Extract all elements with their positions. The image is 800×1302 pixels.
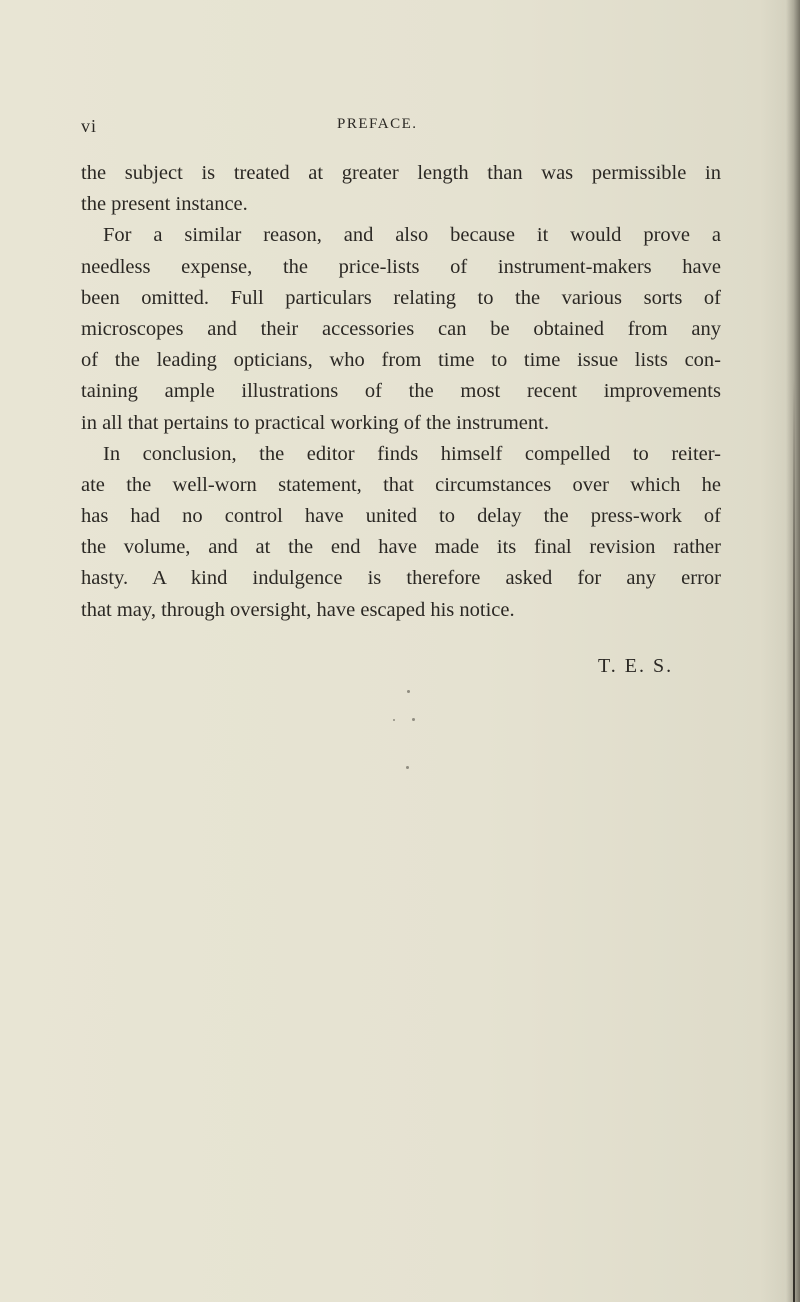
page-number: vi [81, 116, 98, 136]
page-edge-line [793, 380, 795, 1302]
paper-speck [407, 690, 410, 693]
paper-speck [393, 719, 395, 721]
running-head: PREFACE. [337, 116, 418, 132]
preface-text [81, 158, 721, 626]
text-line: been omitted. Full particulars relating to the various sorts of [81, 286, 721, 309]
text-line: In conclusion, the editor finds himself compelled to reiter- [103, 442, 721, 465]
text-line: hasty. A kind indulgence is therefore asked for any error [81, 567, 721, 590]
text-line: microscopes and their accessories can be obtained from any [81, 317, 721, 340]
text-line: needless expense, the price-lists of instrument-makers have [81, 255, 721, 278]
text-line: of the leading opticians, who from time to time issue lists con- [81, 349, 721, 372]
text-line: the volume, and at the end have made its final revision rather [81, 536, 721, 559]
paper-speck [412, 718, 415, 721]
page-header [81, 116, 721, 138]
text-line: in all that pertains to practical working of the instrument. [81, 411, 549, 434]
text-line: ate the well-worn statement, that circumstances over which he [81, 473, 721, 496]
text-line: For a similar reason, and also because it would prove a [103, 224, 721, 247]
paper-speck [406, 766, 409, 769]
text-line: taining ample illustrations of the most recent improvements [81, 380, 721, 403]
text-line: has had no control have united to delay the press-work of [81, 505, 721, 528]
text-line: the subject is treated at greater length than was permissible in [81, 162, 721, 184]
text-line: the present instance. [81, 193, 248, 216]
signature-initials: T. E. S. [598, 655, 674, 677]
text-line: that may, through oversight, have escaped his notice. [81, 598, 515, 621]
